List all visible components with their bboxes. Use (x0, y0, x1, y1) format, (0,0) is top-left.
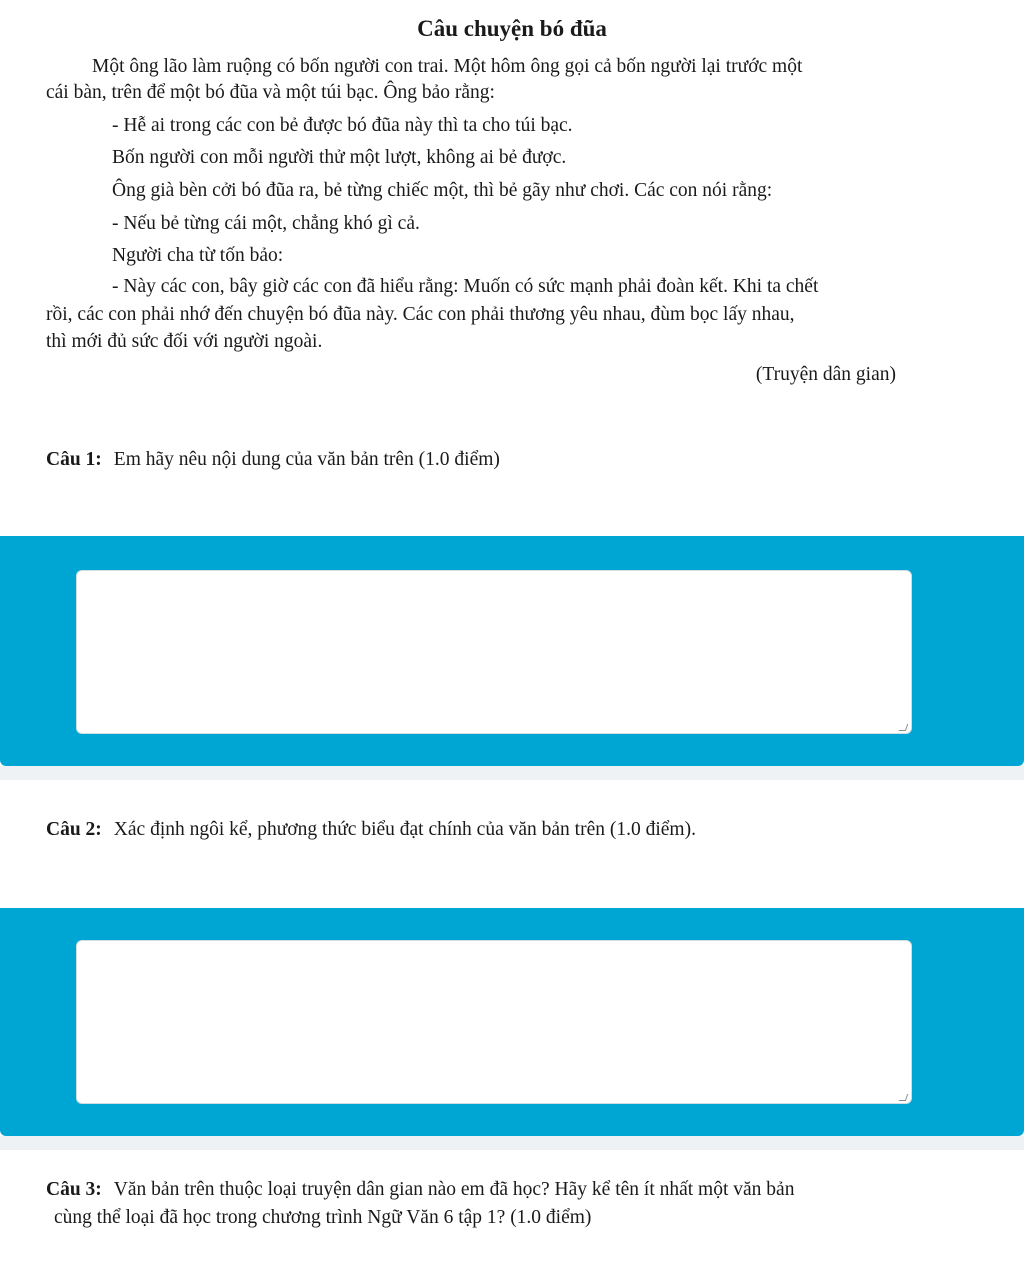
question-2-block (0, 780, 1024, 908)
answer-area-2 (0, 908, 1024, 1136)
question-3-prompt-line2: cùng thể loại đã học trong chương trình Ngữ Văn 6 tập 1? (1.0 điểm) (54, 1207, 592, 1228)
passage-line: thì mới đủ sức đối với người ngoài. (46, 331, 323, 352)
question-2-label: Câu 2: (46, 819, 102, 840)
passage-line: Một ông lão làm ruộng có bốn người con trai. Một hôm ông gọi cả bốn người lại trước một (92, 56, 803, 77)
passage-source: (Truyện dân gian) (755, 364, 896, 385)
passage-line: Người cha từ tốn bảo: (112, 245, 284, 266)
passage-line: cái bàn, trên để một bó đũa và một túi bạc. Ông bảo rằng: (46, 82, 495, 103)
passage-title: Câu chuyện bó đũa (417, 16, 607, 41)
passage-line: - Này các con, bây giờ các con đã hiểu rằng: Muốn có sức mạnh phải đoàn kết. Khi ta chết (112, 276, 819, 297)
question-3-prompt-line1: Văn bản trên thuộc loại truyện dân gian nào em đã học? Hãy kể tên ít nhất một văn bản (113, 1179, 795, 1200)
question-3-text-line1 (46, 1176, 794, 1204)
passage-line: - Nếu bẻ từng cái một, chẳng khó gì cả. (112, 213, 420, 234)
question-3-block (0, 1150, 1024, 1280)
passage-line: Bốn người con mỗi người thử một lượt, không ai bẻ được. (112, 147, 567, 168)
passage-line: - Hễ ai trong các con bẻ được bó đũa này thì ta cho túi bạc. (112, 115, 573, 136)
question-1-text (46, 446, 500, 474)
question-1-prompt: Em hãy nêu nội dung của văn bản trên (1.0 điểm) (113, 449, 500, 470)
question-1-block (0, 400, 1024, 536)
question-1-label: Câu 1: (46, 449, 102, 470)
answer-input-2[interactable] (76, 940, 912, 1104)
question-2-text (46, 816, 696, 844)
question-3-label: Câu 3: (46, 1179, 102, 1200)
answer-input-1[interactable] (76, 570, 912, 734)
passage-line: rồi, các con phải nhớ đến chuyện bó đũa này. Các con phải thương yêu nhau, đùm bọc lấy nhau, (46, 304, 795, 325)
reading-passage (0, 0, 1024, 400)
section-divider (0, 1136, 1024, 1150)
passage-line: Ông già bèn cởi bó đũa ra, bẻ từng chiếc một, thì bẻ gãy như chơi. Các con nói rằng: (112, 180, 773, 201)
answer-area-1 (0, 536, 1024, 766)
question-2-prompt: Xác định ngôi kể, phương thức biểu đạt chính của văn bản trên (1.0 điểm). (113, 819, 696, 840)
section-divider (0, 766, 1024, 780)
